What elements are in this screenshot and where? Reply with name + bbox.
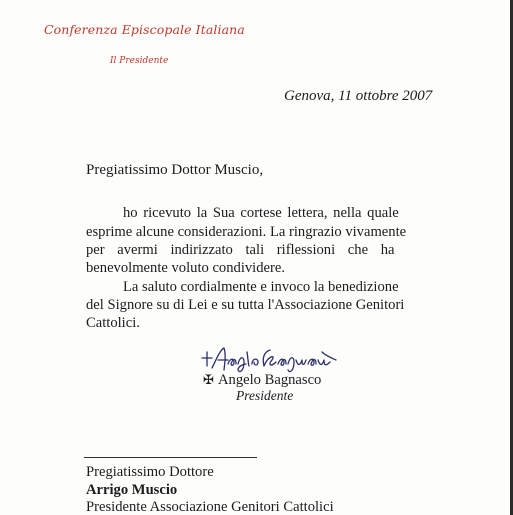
body-line: esprime alcune considerazioni. La ringrazio vivamente (86, 224, 407, 240)
recipient-name: Arrigo Muscio (86, 482, 178, 498)
episcopal-cross-icon: ✠ (203, 372, 214, 387)
signatory-name: Angelo Bagnasco (218, 372, 322, 388)
body-line: benevolmente voluto condividere. (86, 260, 285, 276)
address-divider (84, 457, 257, 458)
letterhead-role: Il Presidente (110, 56, 169, 66)
letter-date: Genova, 11 ottobre 2007 (284, 88, 433, 104)
body-line: La saluto cordialmente e invoco la benedizione (123, 279, 399, 295)
body-line: per avermi indirizzato tali riflessioni che ha (86, 242, 395, 258)
signatory-title: Presidente (236, 388, 294, 403)
body-line: ho ricevuto la Sua cortese lettera, nella quale (123, 205, 399, 221)
body-line: del Signore su di Lei e su tutta l'Associazione Genitori (86, 297, 405, 313)
body-line: Cattolici. (86, 315, 140, 331)
recipient-greeting: Pregiatissimo Dottore (86, 464, 214, 480)
recipient-title: Presidente Associazione Genitori Cattolici (86, 499, 334, 515)
salutation: Pregiatissimo Dottor Muscio, (86, 162, 264, 178)
letterhead-organization: Conferenza Episcopale Italiana (44, 22, 245, 37)
